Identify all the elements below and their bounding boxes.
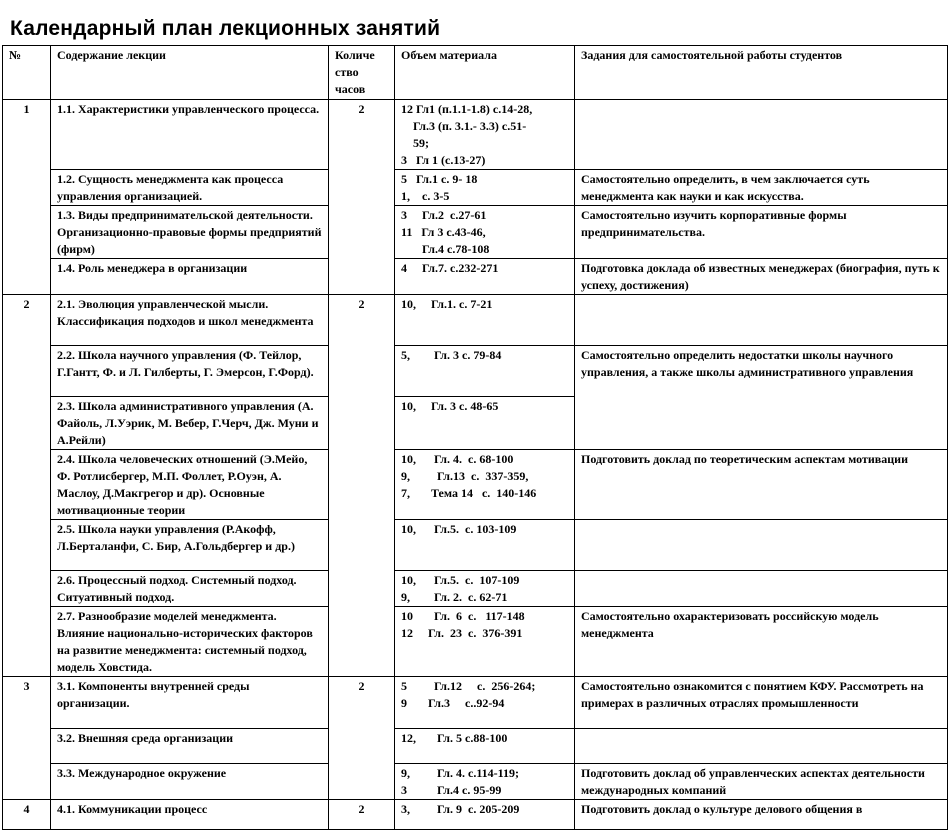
material-line: 4 Гл.7. с.232-271 <box>401 261 499 275</box>
header-content: Содержание лекции <box>51 46 329 100</box>
table-row <box>3 520 948 571</box>
lecture-topic: 1.1. Характеристики управленческого процесса. <box>51 100 329 170</box>
material-volume <box>395 346 575 397</box>
hours-value: 2 <box>329 295 395 677</box>
material-line: 9, Гл. 2. с. 62-71 <box>401 590 508 604</box>
table-row <box>3 607 948 677</box>
table-row <box>3 800 948 830</box>
material-volume <box>395 397 575 450</box>
material-line: 5, Гл. 3 с. 79-84 <box>401 348 502 362</box>
material-line: 10, Гл. 3 с. 48-65 <box>401 399 499 413</box>
material-volume <box>395 520 575 571</box>
material-line: 3 Гл 1 (с.13-27) <box>401 153 486 167</box>
self-study-task <box>575 295 948 346</box>
material-line: 12, Гл. 5 с.88-100 <box>401 731 508 745</box>
table-row <box>3 295 948 346</box>
week-number: 3 <box>3 677 51 800</box>
self-study-task: Подготовить доклад о культуре делового общения в <box>575 800 948 830</box>
table-row <box>3 450 948 520</box>
material-line: 10 Гл. 6 с. 117-148 <box>401 609 525 623</box>
material-line: 1, с. 3-5 <box>401 189 450 203</box>
self-study-task: Самостоятельно ознакомится с понятием КФУ. Рассмотреть на примерах в различных отраслях промышленности <box>575 677 948 729</box>
lecture-plan-table <box>2 45 948 830</box>
lecture-topic: 1.2. Сущность менеджмента как процесса управления организацией. <box>51 170 329 206</box>
material-line: 5 Гл.1 с. 9- 18 <box>401 172 478 186</box>
material-volume <box>395 170 575 206</box>
table-row <box>3 170 948 206</box>
material-volume <box>395 259 575 295</box>
material-line: 12 Гл1 (п.1.1-1.8) с.14-28, <box>401 102 533 116</box>
lecture-topic: 2.2. Школа научного управления (Ф. Тейлор, Г.Гантт, Ф. и Л. Гилберты, Г. Эмерсон, Г.Форд). <box>51 346 329 397</box>
lecture-topic: 2.7. Разнообразие моделей менеджмента. Влияние национально-исторических факторов на развитие менеджмента: системный подход, модель Ховстида. <box>51 607 329 677</box>
lecture-topic: 2.4. Школа человеческих отношений (Э.Мейо, Ф. Ротлисбергер, М.П. Фоллет, Р.Оуэн, А. Маслоу, Д.Макгрегор и др). Основные мотивационные теории <box>51 450 329 520</box>
lecture-topic: 3.3. Международное окружение <box>51 764 329 800</box>
self-study-task: Самостоятельно определить недостатки школы научного управления, а также школы административного управления <box>575 346 948 450</box>
material-line: Гл.4 с.78-108 <box>401 242 490 256</box>
lecture-topic: 2.6. Процессный подход. Системный подход. Ситуативный подход. <box>51 571 329 607</box>
material-line: 3 Гл.4 с. 95-99 <box>401 783 502 797</box>
table-row <box>3 206 948 259</box>
self-study-task: Самостоятельно определить, в чем заключается суть менеджмента как науки и как искусства. <box>575 170 948 206</box>
material-line: 9 Гл.3 с..92-94 <box>401 696 505 710</box>
week-number: 4 <box>3 800 51 830</box>
material-line: 10, Гл.1. с. 7-21 <box>401 297 493 311</box>
lecture-topic: 1.4. Роль менеджера в организации <box>51 259 329 295</box>
material-volume <box>395 729 575 764</box>
hours-value: 2 <box>329 100 395 295</box>
material-line: 5 Гл.12 с. 256-264; <box>401 679 536 693</box>
material-line: 7, Тема 14 с. 140-146 <box>401 486 537 500</box>
self-study-task: Подготовка доклада об известных менеджерах (биография, путь к успеху, достижения) <box>575 259 948 295</box>
material-line: 12 Гл. 23 с. 376-391 <box>401 626 523 640</box>
material-line: 10, Гл.5. с. 107-109 <box>401 573 520 587</box>
material-volume <box>395 764 575 800</box>
material-volume <box>395 800 575 830</box>
table-row <box>3 764 948 800</box>
table-row <box>3 677 948 729</box>
material-line: 3, Гл. 9 с. 205-209 <box>401 802 520 816</box>
material-line: Гл.3 (п. 3.1.- 3.3) с.51- <box>401 119 527 133</box>
page-title: Календарный план лекционных занятий <box>10 17 441 40</box>
header-tasks: Задания для самостоятельной работы студентов <box>575 46 948 100</box>
material-volume <box>395 677 575 729</box>
table-row <box>3 346 948 397</box>
material-line: 10, Гл. 4. с. 68-100 <box>401 452 514 466</box>
material-line: 3 Гл.2 с.27-61 <box>401 208 487 222</box>
self-study-task <box>575 100 948 170</box>
material-line: 9, Гл.13 с. 337-359, <box>401 469 529 483</box>
self-study-task <box>575 571 948 607</box>
table-row <box>3 100 948 170</box>
lecture-topic: 3.2. Внешняя среда организации <box>51 729 329 764</box>
table-row <box>3 729 948 764</box>
lecture-topic: 4.1. Коммуникации процесс <box>51 800 329 830</box>
lecture-topic: 2.3. Школа административного управления (А. Файоль, Л.Уэрик, М. Вебер, Г.Черч, Дж. Муни и А.Рейли) <box>51 397 329 450</box>
material-line: 10, Гл.5. с. 103-109 <box>401 522 517 536</box>
self-study-task: Подготовить доклад по теоретическим аспектам мотивации <box>575 450 948 520</box>
self-study-task: Подготовить доклад об управленческих аспектах деятельности международных компаний <box>575 764 948 800</box>
header-hours: Количе ство часов <box>329 46 395 100</box>
material-line: 11 Гл 3 с.43-46, <box>401 225 486 239</box>
lecture-topic: 2.5. Школа науки управления (Р.Акофф, Л.Берталанфи, С. Бир, А.Гольдбергер и др.) <box>51 520 329 571</box>
lecture-topic: 1.3. Виды предпринимательской деятельности. Организационно-правовые формы предприятий (фирм) <box>51 206 329 259</box>
material-volume <box>395 100 575 170</box>
week-number: 1 <box>3 100 51 295</box>
material-volume <box>395 450 575 520</box>
self-study-task: Самостоятельно охарактеризовать российскую модель менеджмента <box>575 607 948 677</box>
material-volume <box>395 295 575 346</box>
material-volume <box>395 571 575 607</box>
lecture-topic: 3.1. Компоненты внутренней среды организации. <box>51 677 329 729</box>
hours-value: 2 <box>329 677 395 800</box>
header-volume: Объем материала <box>395 46 575 100</box>
lecture-topic: 2.1. Эволюция управленческой мысли. Классификация подходов и школ менеджмента <box>51 295 329 346</box>
material-volume <box>395 206 575 259</box>
material-line: 59; <box>401 136 429 150</box>
week-number: 2 <box>3 295 51 677</box>
table-header-row <box>3 46 948 100</box>
material-line: 9, Гл. 4. с.114-119; <box>401 766 520 780</box>
self-study-task <box>575 520 948 571</box>
table-row <box>3 571 948 607</box>
hours-value: 2 <box>329 800 395 830</box>
material-volume <box>395 607 575 677</box>
header-number: № <box>3 46 51 100</box>
self-study-task: Самостоятельно изучить корпоративные формы предпринимательства. <box>575 206 948 259</box>
self-study-task <box>575 729 948 764</box>
table-row <box>3 259 948 295</box>
